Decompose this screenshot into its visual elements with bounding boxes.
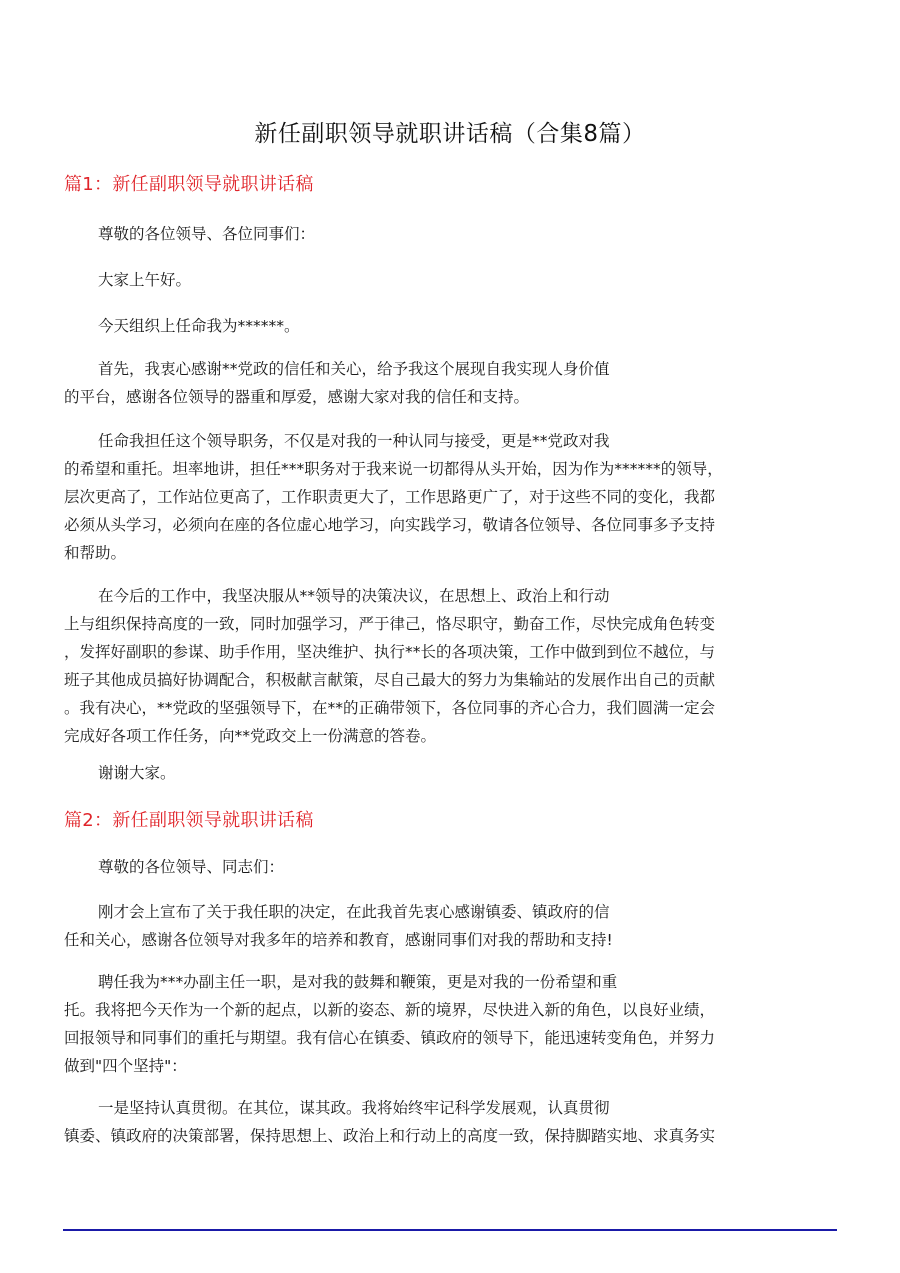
section-heading-2: 篇2：新任副职领导就职讲话稿 — [64, 810, 314, 831]
text-line: 一是坚持认真贯彻。在其位，谋其政。我将始终牢记科学发展观，认真贯彻 — [98, 1099, 610, 1117]
paragraph-responsibility — [64, 427, 839, 567]
text-line: 上与组织保持高度的一致，同时加强学习，严于律己，恪尽职守，勤奋工作，尽快完成角色转变 — [64, 615, 716, 633]
paragraph-thanks — [64, 898, 839, 954]
text-line: 托。我将把今天作为一个新的起点，以新的姿态、新的境界，尽快进入新的角色，以良好业绩， — [64, 1001, 716, 1019]
paragraph-appointment — [64, 968, 839, 1080]
footer-divider — [63, 1229, 837, 1231]
text-line: ，发挥好副职的参谋、助手作用，坚决维护、执行**长的各项决策，工作中做到到位不越位，与 — [64, 643, 716, 661]
text-line: 镇委、镇政府的决策部署，保持思想上、政治上和行动上的高度一致，保持脚踏实地、求真务实 — [64, 1127, 716, 1145]
text-line: 聘任我为***办副主任一职，是对我的鼓舞和鞭策，更是对我的一份希望和重 — [98, 973, 618, 991]
text-line: 今天组织上任命我为******。 — [98, 317, 300, 335]
paragraph-appointment — [64, 312, 839, 340]
text-line: 层次更高了，工作站位更高了，工作职责更大了，工作思路更广了，对于这些不同的变化，我都 — [64, 488, 716, 506]
text-line: 尊敬的各位领导、各位同事们： — [98, 225, 316, 243]
paragraph-commitment — [64, 582, 839, 750]
text-line: 在今后的工作中，我坚决服从**领导的决策决议，在思想上、政治上和行动 — [98, 587, 610, 605]
text-line: 的希望和重托。坦率地讲，担任***职务对于我来说一切都得从头开始，因为作为******的领导， — [64, 460, 723, 478]
paragraph-salutation — [64, 220, 839, 248]
text-line: 刚才会上宣布了关于我任职的决定，在此我首先衷心感谢镇委、镇政府的信 — [98, 903, 610, 921]
section-heading-1: 篇1：新任副职领导就职讲话稿 — [64, 174, 314, 195]
text-line: 回报领导和同事们的重托与期望。我有信心在镇委、镇政府的领导下，能迅速转变角色，并努力 — [64, 1029, 716, 1047]
text-line: 任命我担任这个领导职务，不仅是对我的一种认同与接受，更是**党政对我 — [98, 432, 610, 450]
text-line: 的平台，感谢各位领导的器重和厚爱，感谢大家对我的信任和支持。 — [64, 388, 530, 406]
paragraph-closing — [64, 759, 839, 787]
text-line: 完成好各项工作任务，向**党政交上一份满意的答卷。 — [64, 727, 437, 745]
text-line: 。我有决心，**党政的坚强领导下，在**的正确带领下，各位同事的齐心合力，我们圆满一定会 — [64, 699, 716, 717]
text-line: 大家上午好。 — [98, 271, 192, 289]
text-line: 必须从头学习，必须向在座的各位虚心地学习，向实践学习，敬请各位领导、各位同事多予支持 — [64, 516, 716, 534]
paragraph-salutation — [64, 853, 839, 881]
paragraph-first-principle — [64, 1094, 839, 1150]
text-line: 和帮助。 — [64, 544, 127, 562]
text-line: 尊敬的各位领导、同志们： — [98, 858, 285, 876]
text-line: 谢谢大家。 — [98, 764, 176, 782]
text-line: 班子其他成员搞好协调配合，积极献言献策，尽自己最大的努力为集输站的发展作出自己的贡献 — [64, 671, 716, 689]
text-line: 首先，我衷心感谢**党政的信任和关心，给予我这个展现自我实现人身价值 — [98, 360, 610, 378]
document-title: 新任副职领导就职讲话稿（合集8篇） — [254, 121, 646, 147]
paragraph-greeting — [64, 266, 839, 294]
text-line: 任和关心，感谢各位领导对我多年的培养和教育，感谢同事们对我的帮助和支持! — [64, 931, 613, 949]
paragraph-thanks — [64, 355, 839, 411]
text-line: 做到"四个坚持"： — [64, 1057, 187, 1075]
